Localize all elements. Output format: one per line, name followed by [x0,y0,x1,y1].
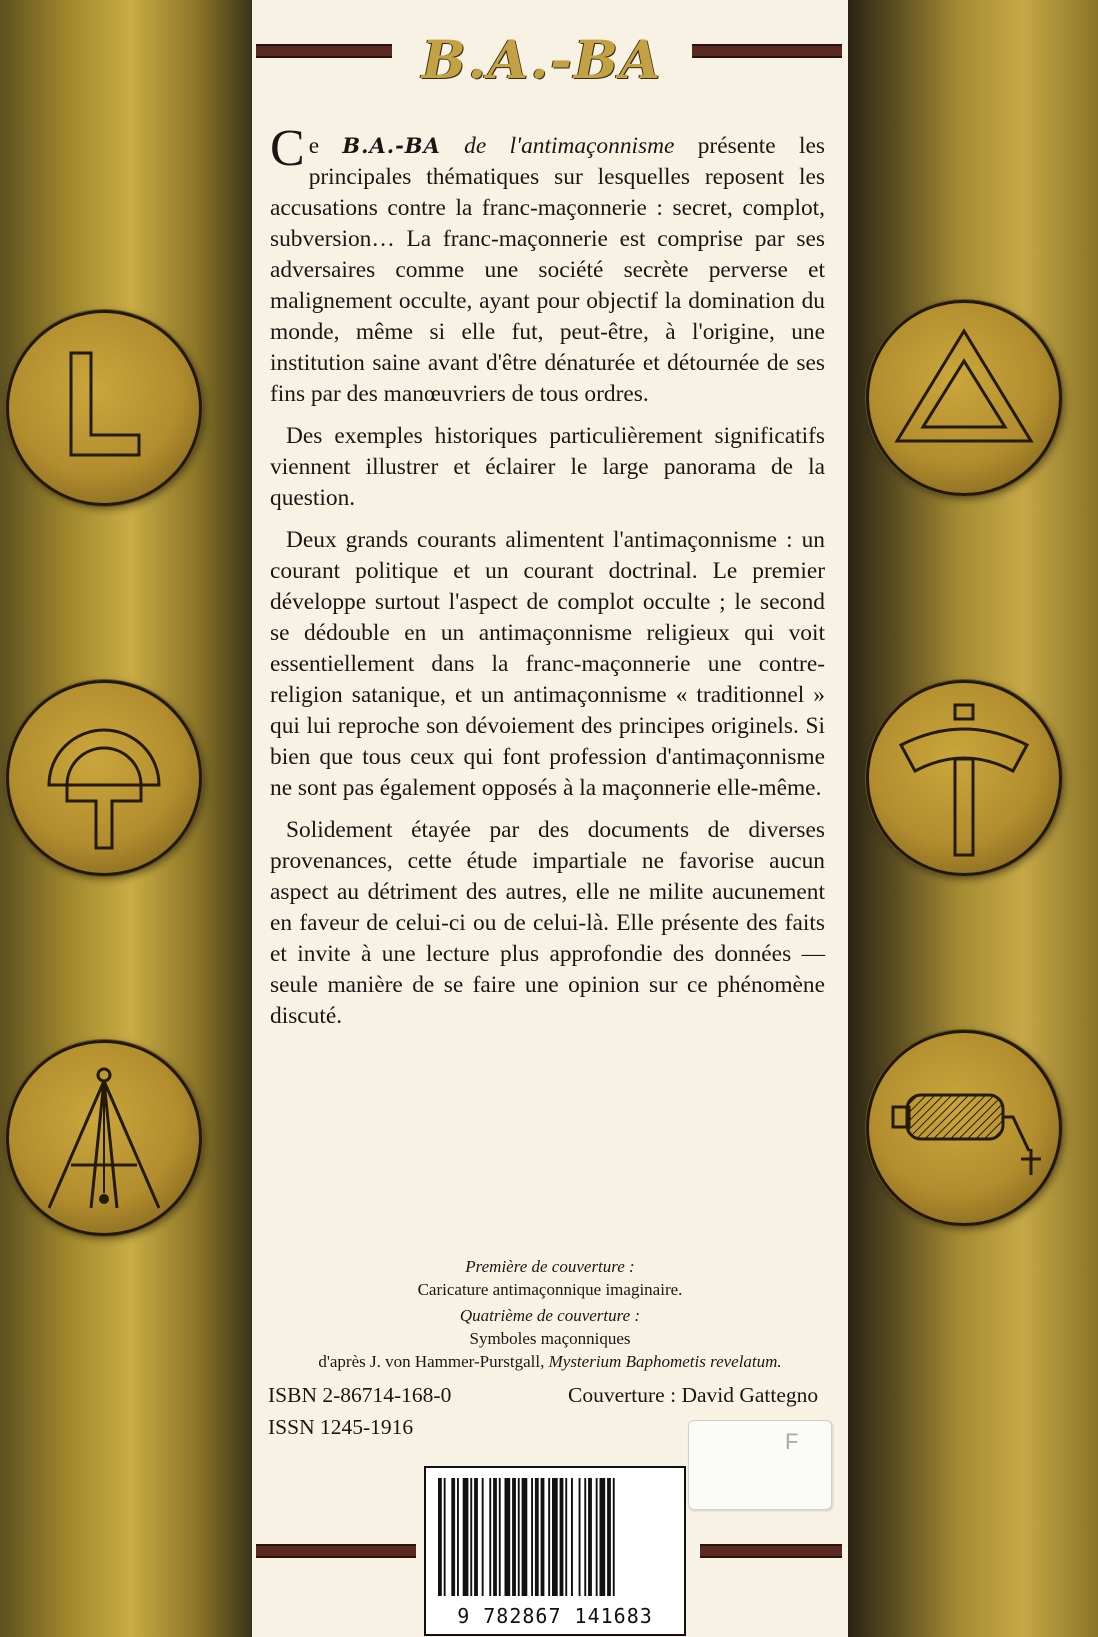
barcode-bar [571,1478,573,1596]
header-rule-left [256,44,392,58]
barcode-bar [588,1478,592,1596]
barcode-bars [436,1478,674,1596]
back-cover-blurb [270,120,825,1043]
isbn: ISBN 2-86714-168-0 [268,1383,452,1407]
roller-symbol-medallion [866,1030,1062,1226]
triangle-symbol-medallion [866,300,1062,496]
barcode-bar [607,1478,611,1596]
barcode-bar [482,1478,484,1596]
barcode-bar [565,1478,567,1596]
barcode-bar [444,1478,446,1596]
hammer-symbol-medallion [866,680,1062,876]
front-cover-label: Première de couverture : [465,1257,635,1276]
barcode-bar [584,1478,586,1596]
paragraph-4: Solidement étayée par des documents de diverses provenances, cette étude impartiale ne favorise aucun aspect au détriment des autres, elle ne milite aucunement en faveur de celui-ci ou de celui-là. Elle présente des faits et invite à une lecture plus approfondie des données — seule manière de se faire une opinion sur ce phénomène discuté. [270,817,825,1029]
paragraph-2: Des exemples historiques particulièrement significatifs viennent illustrer et éclairer le large panorama de la question. [270,423,825,511]
barcode [424,1466,686,1636]
series-logo: B.A.-BA [421,30,663,91]
barcode-digits: 9 782867 141683 [457,1604,653,1628]
front-cover-text: Caricature antimaçonnique imaginaire. [417,1280,683,1299]
barcode-bar [493,1478,497,1596]
cover-credit: Couverture : David Gattegno [568,1383,819,1407]
barcode-bar [596,1478,598,1596]
barcode-bar [463,1478,469,1596]
barcode-bar [531,1478,533,1596]
back-cover-label: Quatrième de couverture : [459,1306,641,1325]
drop-cap: C [270,120,305,177]
arch-t-icon [9,683,199,873]
barcode-bar [541,1478,545,1596]
price-sticker [688,1420,832,1510]
paragraph-3: Deux grands courants alimentent l'antimaçonnisme : un courant politique et un courant doctrinal. Le premier développe surtout l'aspect de complot occulte ; le second se dédouble en un antimaçonnisme religieux qui voit essentiellement dans la franc-maçonnerie une contre-religion satanique, et un antimaçonnisme « traditionnel » qui lui reproche son dévoiement des principes originels. Si bien que tous ceux qui font profession d'antimaçonnisme ne sont pas également opposés à la maçonnerie elle-même. [270,527,825,801]
barcode-bar [522,1478,528,1596]
footer-rule-right [700,1544,842,1558]
barcode-bar [451,1478,455,1596]
footer-rule-left [256,1544,416,1558]
header-rule-right [692,44,842,58]
barcode-bar [600,1478,606,1596]
barcode-bar [438,1478,442,1596]
issn: ISSN 1245-1916 [268,1415,414,1439]
barcode-bar [548,1478,550,1596]
barcode-bar [552,1478,558,1596]
compass-icon [9,1043,199,1233]
barcode-bar [518,1478,520,1596]
subject-italic: de l'antimaçonnisme [464,133,675,159]
back-cover-text-1: Symboles maçonniques [469,1329,631,1348]
back-cover-text-2: d'après J. von Hammer-Purstgall, Mysterium Baphometis revelatum. [318,1352,782,1371]
paragraph-1: Ce B.A.-BA de l'antimaçonnisme présente les principales thématiques sur lesquelles reposent les accusations contre la franc-maçonnerie : secret, complot, subversion… La franc-maçonnerie est comprise par ses adversaires comme une société secrète perverse et malignement occulte, ayant pour objectif la domination du monde, même si elle fut, peut-être, à l'origine, une institution saine avant d'être dénaturée et détournée de ses fins par des manœuvriers de tous ordres. [270,120,825,407]
barcode-bar [560,1478,564,1596]
barcode-bar [613,1478,615,1596]
barcode-bar [499,1478,501,1596]
arch-symbol-medallion [6,680,202,876]
inline-series-logo: B.A.-BA [342,133,441,158]
barcode-bar [535,1478,539,1596]
barcode-bar [489,1478,491,1596]
barcode-bar [505,1478,511,1596]
barcode-bar [579,1478,581,1596]
barcode-bar [457,1478,459,1596]
hammer-icon [869,683,1059,873]
barcode-bar [474,1478,478,1596]
sticker-text: F [785,1429,799,1454]
triangle-icon [869,303,1059,493]
cover-credits [260,1255,840,1373]
square-symbol-medallion [6,310,202,506]
barcode-bar [470,1478,472,1596]
compass-symbol-medallion [6,1040,202,1236]
roller-icon [869,1033,1059,1223]
barcode-bar [512,1478,516,1596]
square-icon [9,313,199,503]
